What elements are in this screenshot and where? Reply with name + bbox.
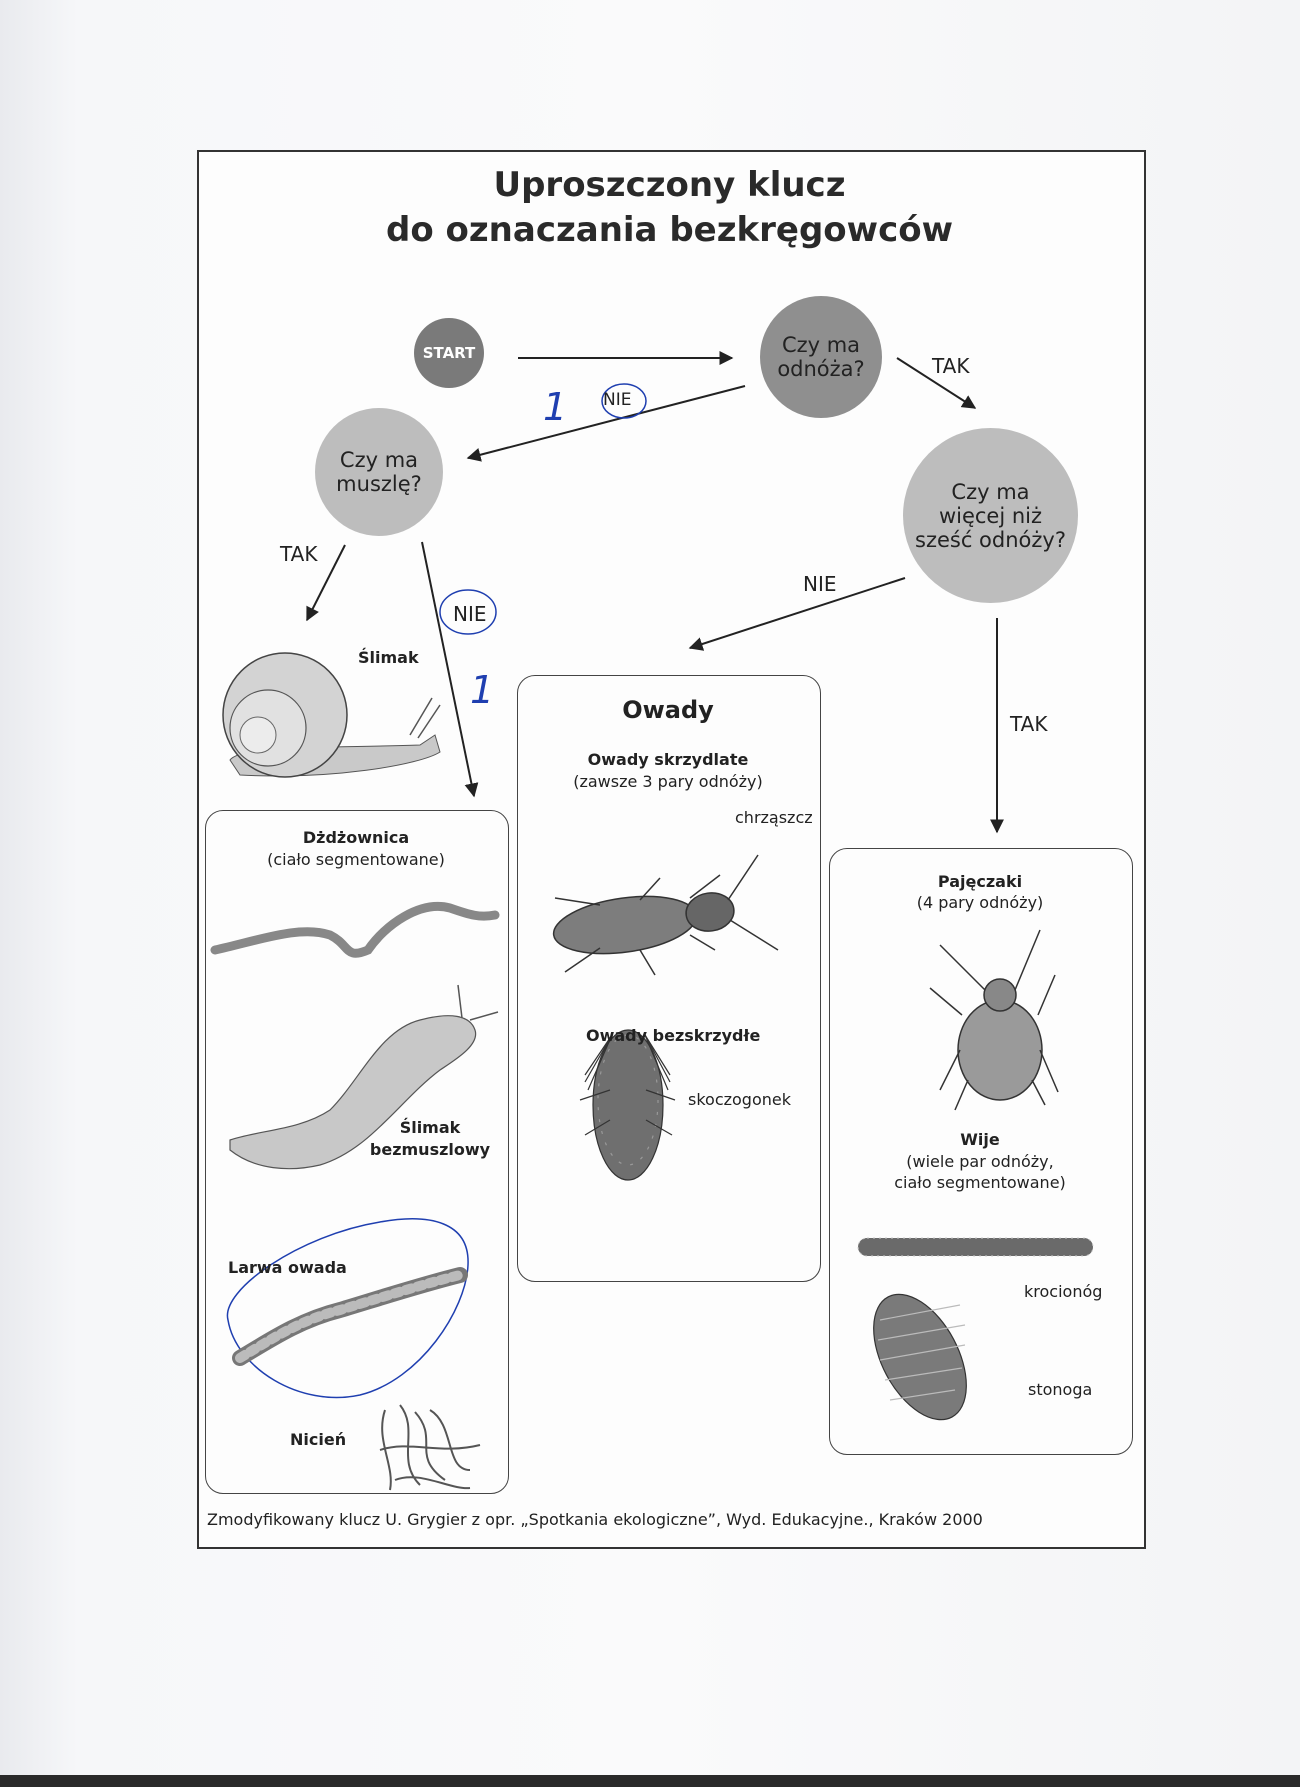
edge-label-shell-yes: TAK [280,542,318,566]
larva-label: Larwa owada [228,1258,347,1277]
winged-insects-note: (zawsze 3 pary odnóży) [573,772,763,791]
arrow-shell-no [422,542,474,796]
springtail-label: skoczogonek [688,1090,791,1109]
insects-title: Owady [622,696,714,724]
myriapods-note-line-1: (wiele par odnóży, [906,1152,1054,1171]
source-caption: Zmodyfikowany klucz U. Grygier z opr. „Spotkania ekologiczne”, Wyd. Edukacyjne., Kraków 2000 [207,1510,983,1529]
arrow-more-six-no [690,578,905,648]
question-more-six-line-1: Czy ma [951,479,1030,504]
beetle-label: chrząszcz [735,808,813,827]
question-more-six-line-3: sześć odnóży? [915,527,1066,552]
scan-bottom-edge [0,1775,1300,1787]
arachnids-note: (4 pary odnóży) [916,893,1044,912]
question-shell-line-2: muszlę? [336,472,422,496]
question-more-six-line-2: więcej niż [938,503,1043,528]
myriapods-title: Wije [960,1130,1000,1149]
earthworm-note: (ciało segmentowane) [267,850,445,869]
title-line-2: do oznaczania bezkręgowców [385,210,953,250]
edge-label-more-six-yes: TAK [1010,712,1048,736]
edge-label-legs-no: NIE [603,390,632,410]
slug-label-line-2: bezmuszlowy [369,1140,491,1159]
handwritten-mark-1-lower: 1 [470,668,495,712]
question-legs-line-2: odnóża? [777,357,865,381]
earthworm-title: Dżdżownica [302,828,410,847]
edge-label-legs-yes: TAK [932,354,970,378]
arachnids-title: Pajęczaki [937,872,1023,891]
myriapods-note-line-2: ciało segmentowane) [894,1173,1066,1192]
handwritten-mark-1-upper: 1 [543,385,568,429]
millipede-label: krocionóg [1024,1282,1103,1301]
woodlouse-label: stonoga [1028,1380,1093,1399]
mite-illustration [930,930,1058,1110]
edge-label-more-six-no: NIE [803,572,837,596]
start-node: START [414,318,484,388]
winged-insects-title: Owady skrzydlate [587,750,749,769]
question-shell-line-1: Czy ma [339,448,419,472]
larva-illustration [240,1275,460,1358]
question-legs-line-1: Czy ma [781,333,861,357]
earthworm-illustration [215,906,495,953]
springtail-illustration [580,1030,675,1180]
wingless-insects-title: Owady bezskrzydłe [586,1026,761,1045]
snail-label: Ślimak [358,648,419,667]
millipede-illustration [858,1238,1093,1256]
nematode-illustration [380,1405,480,1490]
edge-label-shell-no: NIE [453,602,487,626]
woodlouse-illustration [855,1279,986,1435]
beetle-illustration [550,855,778,975]
snail-illustration [223,653,440,777]
title-line-1: Uproszczony klucz [493,165,846,205]
nematode-label: Nicień [290,1430,347,1449]
slug-label-line-1: Ślimak [399,1118,461,1137]
